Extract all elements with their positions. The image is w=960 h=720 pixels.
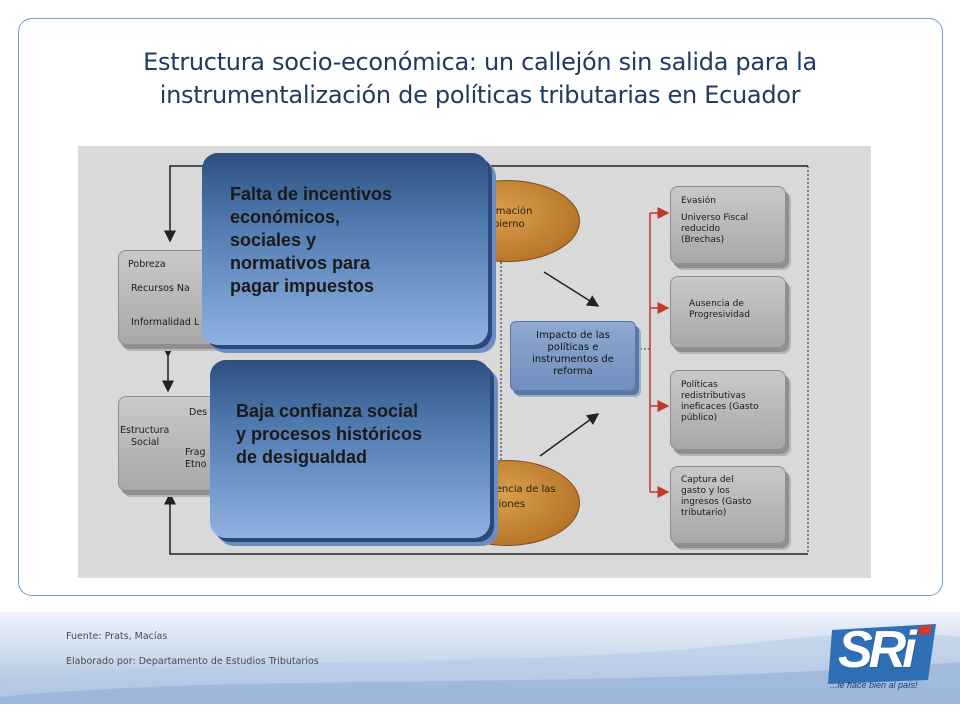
box-impacto — [510, 321, 636, 391]
impact-line-2: políticas e — [547, 342, 599, 353]
diagram — [78, 146, 871, 578]
oval-top-line-2: bierno — [493, 219, 525, 230]
box-estructura-line-5: Etno — [185, 459, 207, 470]
progresividad-line-1: Ausencia de — [689, 299, 744, 309]
captura-line-4: tributario) — [681, 508, 727, 518]
oval-bottom-line-2: ciones — [493, 499, 526, 510]
footer-slogan: ...le hace bien al país! — [830, 680, 918, 690]
box-pobreza-line-2: Recursos Na — [131, 283, 190, 294]
box-progresividad — [670, 276, 786, 348]
title-line-2: instrumentalización de políticas tributarias en Ecuador — [159, 81, 801, 109]
slide-title — [60, 46, 900, 112]
arrow-to-impact-top — [544, 272, 598, 306]
callout-top-line-4: normativos para — [230, 253, 371, 273]
impact-line-1: Impacto de las — [536, 330, 610, 341]
captura-line-3: ingresos (Gasto — [681, 497, 752, 507]
callout-bottom-line-2: y procesos históricos — [236, 424, 423, 444]
callout-baja-confianza — [210, 360, 490, 538]
title-line-1: Estructura socio-económica: un callejón sin salida para la — [143, 48, 817, 76]
politicas-line-1: Políticas — [681, 380, 718, 390]
impact-line-4: reforma — [553, 366, 593, 377]
callout-top-line-5: pagar impuestos — [230, 276, 375, 296]
sri-logo-text: SRi — [838, 621, 913, 679]
callout-top-line-2: económicos, — [230, 207, 341, 227]
callout-falta-incentivos — [202, 153, 488, 345]
arrow-to-impact-bottom — [540, 414, 598, 456]
oval-top-line-1: imación — [493, 206, 533, 217]
oval-bottom-line-1: iencia de las — [493, 484, 556, 495]
captura-line-2: gasto y los — [681, 486, 730, 496]
box-estructura-line-2: Estructura — [120, 425, 170, 436]
politicas-line-4: público) — [681, 413, 718, 423]
callout-top-line-3: sociales y — [230, 230, 317, 250]
impact-line-3: instrumentos de — [532, 354, 614, 365]
progresividad-line-2: Progresividad — [689, 310, 750, 320]
box-estructura-line-4: Frag — [185, 447, 206, 458]
box-captura-gasto — [670, 466, 786, 544]
box-estructura-line-3: Social — [131, 437, 160, 448]
box-estructura-line-1: Des — [189, 407, 208, 418]
evasion-line-5: (Brechas) — [681, 235, 725, 245]
politicas-line-3: ineficaces (Gasto — [681, 402, 759, 412]
box-pobreza-line-1: Pobreza — [128, 259, 166, 270]
evasion-line-1: Evasión — [681, 196, 716, 206]
footer-source: Fuente: Prats, Macías — [66, 631, 168, 642]
box-pobreza-line-3: Informalidad L — [131, 317, 200, 328]
evasion-line-4: reducido — [681, 224, 721, 234]
callout-bottom-line-1: Baja confianza social — [236, 401, 419, 421]
callout-bottom-line-3: de desigualdad — [236, 447, 368, 467]
politicas-line-2: redistributivas — [681, 391, 746, 401]
callout-top-line-1: Falta de incentivos — [230, 184, 393, 204]
box-politicas-redistributivas — [670, 370, 786, 450]
captura-line-1: Captura del — [681, 475, 734, 485]
box-evasion — [670, 186, 786, 264]
evasion-line-3: Universo Fiscal — [681, 213, 749, 223]
footer-made-by: Elaborado por: Departamento de Estudios Tributarios — [66, 656, 319, 667]
